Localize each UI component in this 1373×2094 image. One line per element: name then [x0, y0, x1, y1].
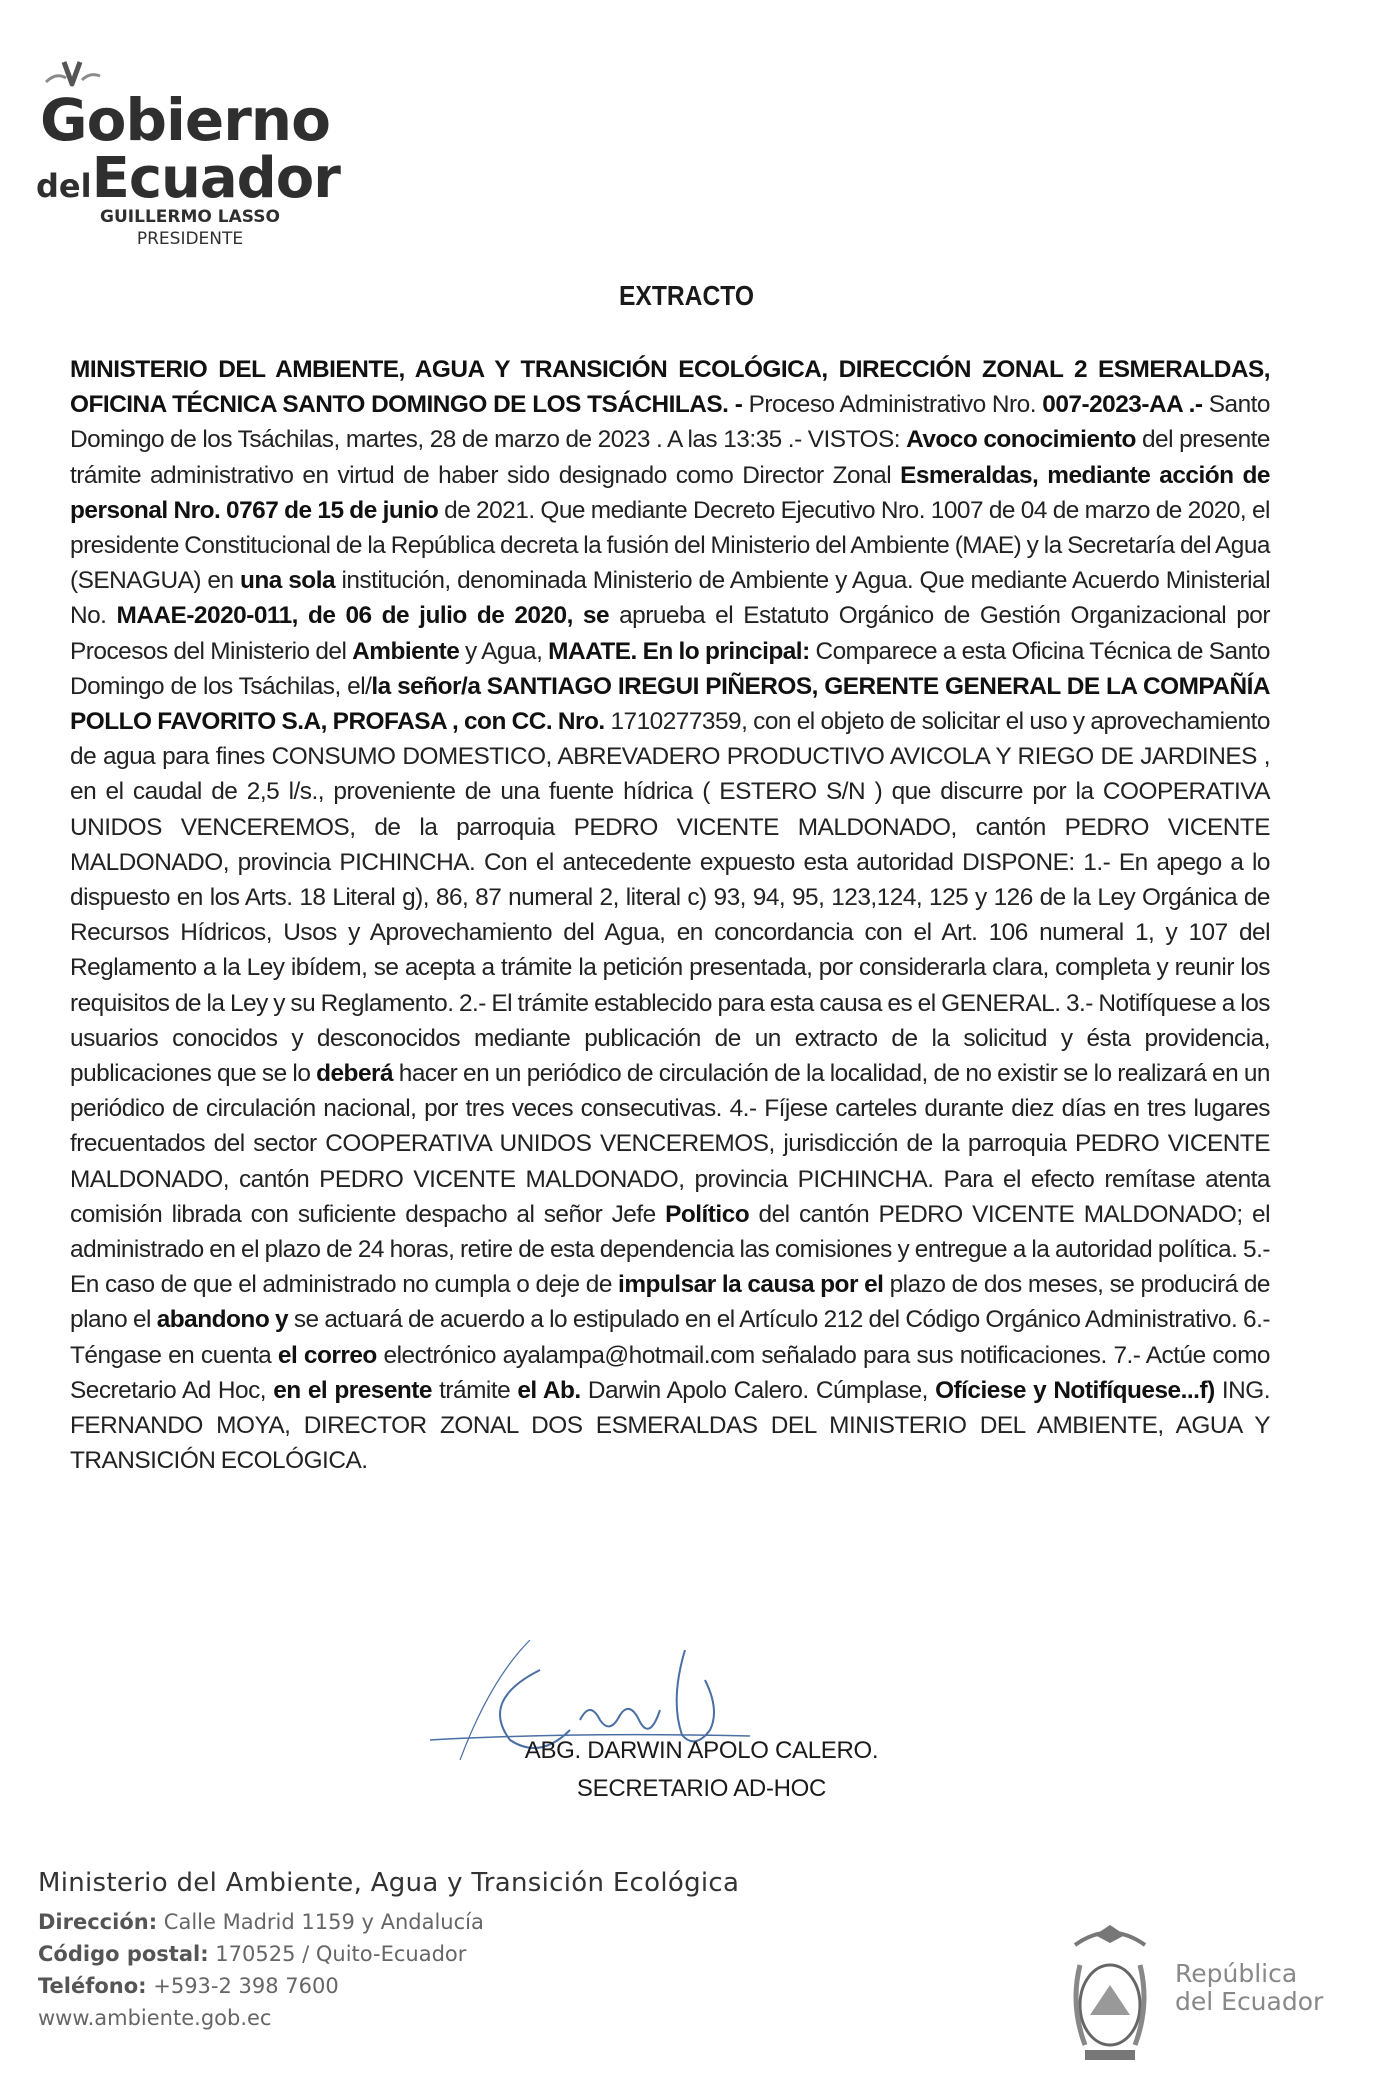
body-text-run: de 2021. Que mediante Decreto Ejecutivo Nro. 1007 de 04 de marzo de 2020, el presidente Constitucional de la República decreta la fusión del Ministerio del Ambiente (MAE) y la Secretaría del Agua (SENAGUA) en [70, 496, 1270, 595]
body-text-run: aprueba el Estatuto Orgánico de Gestión Organizacional por Procesos del Ministerio del [70, 602, 1270, 665]
body-text-run: Darwin Apolo Calero. Cúmplase, [587, 1376, 936, 1404]
signatory-name: ABG. DARWIN APOLO CALERO. [524, 1737, 879, 1764]
gobierno-logo [30, 58, 340, 249]
signatory-title: SECRETARIO AD-HOC [576, 1775, 827, 1802]
body-text-run: plazo de dos meses, se producirá de plano el [70, 1271, 1270, 1334]
body-bold-run: una sola [239, 567, 342, 595]
president-title: PRESIDENTE [136, 229, 244, 249]
body-bold-run: en el presente [273, 1376, 440, 1404]
footer-contact [38, 1868, 938, 2034]
body-text-run: Proceso Administrativo Nro. [748, 391, 1043, 419]
coat-of-arms-icon [1055, 1925, 1165, 2075]
body-bold-run: el correo [277, 1341, 384, 1369]
body-text-run: electrónico ayalampa@hotmail.com señalado para sus notificaciones. 7.- Actúe como Secretario Ad Hoc, [70, 1341, 1270, 1404]
body-bold-run: deberá [316, 1060, 399, 1088]
body-bold-run: Avoco conocimiento [906, 426, 1142, 454]
body-bold-run: el Ab. [517, 1376, 588, 1404]
body-bold-run: Político [665, 1200, 759, 1228]
footer-ministry-name: Ministerio del Ambiente, Agua y Transición Ecológica [38, 1868, 740, 1898]
president-caption [70, 206, 310, 250]
document-title: EXTRACTO [618, 280, 755, 311]
body-text-run: se actuará de acuerdo a lo estipulado en el Artículo 212 del Código Orgánico Administrativo. 6.- Téngase en cuenta [70, 1306, 1270, 1369]
body-bold-run: MINISTERIO DEL AMBIENTE, AGUA Y TRANSICIÓN ECOLÓGICA, DIRECCIÓN ZONAL 2 ESMERALDAS, OFICINA TÉCNICA SANTO DOMINGO DE LOS TSÁCHILAS. - [70, 356, 1270, 419]
logo-ecuador-text: delEcuador [36, 146, 340, 211]
body-text-run: ING. FERNANDO MOYA, DIRECTOR ZONAL DOS ESMERALDAS DEL MINISTERIO DEL AMBIENTE, AGUA Y TRANSICIÓN ECOLÓGICA. [70, 1376, 1270, 1475]
footer-address: Dirección: Calle Madrid 1159 y Andalucía [38, 1910, 484, 1934]
body-text-run: hacer en un periódico de circulación de la localidad, de no existir se lo realizará en un periódico de circulación nacional, por tres veces consecutivas. 4.- Fíjese carteles durante diez días en tres lugares frecuentados del sector COOPERATIVA UNIDOS VENCEREMOS, jurisdicción de la parroquia PEDRO VICENTE MALDONADO, cantón PEDRO VICENTE MALDONADO, provincia PICHINCHA. Para el efecto remítase atenta comisión librada con suficiente despacho al señor Jefe [70, 1060, 1270, 1228]
body-bold-run: impulsar la causa por el [618, 1271, 890, 1299]
body-text-run: institución, denominada Ministerio de Ambiente y Agua. Que mediante Acuerdo Ministerial No. [70, 567, 1270, 630]
body-bold-run: 007-2023-AA .- [1042, 391, 1209, 419]
body-bold-run: Ambiente [352, 637, 466, 665]
body-text-run: Comparece a esta Oficina Técnica de Santo Domingo de los Tsáchilas, el/ [70, 637, 1270, 700]
body-bold-run: Esmeraldas, mediante acción de personal Nro. 0767 de 15 de junio [70, 461, 1270, 524]
body-text-run: del cantón PEDRO VICENTE MALDONADO; el administrado en el plazo de 24 horas, retire de esta dependencia las comisiones y entregue a la autoridad política. 5.- En caso de que el administrado no cumpla o deje de [70, 1200, 1271, 1299]
body-bold-run: MAAE-2020-011, de 06 de julio de 2020, se [116, 602, 620, 630]
footer-website-link[interactable]: www.ambiente.gob.ec [38, 2006, 272, 2030]
document-body [70, 352, 1270, 1479]
body-text-run: trámite [439, 1376, 518, 1404]
president-name: GUILLERMO LASSO [100, 207, 280, 227]
body-bold-run: Ofíciese y Notifíquese...f) [935, 1376, 1222, 1404]
footer-postal: Código postal: 170525 / Quito-Ecuador [38, 1942, 467, 1966]
body-text-run: del presente trámite administrativo en virtud de haber sido designado como Director Zonal [70, 426, 1270, 489]
body-bold-run: la señor/a SANTIAGO IREGUI PIÑEROS, GERENTE GENERAL DE LA COMPAÑÍA POLLO FAVORITO S.A, PROFASA , con CC. Nro. [70, 672, 1270, 736]
body-bold-run: MAATE. En lo principal: [548, 637, 816, 665]
body-text-run: 1710277359, con el objeto de solicitar el uso y aprovechamiento de agua para fines CONSUMO DOMESTICO, ABREVADERO PRODUCTIVO AVICOLA Y RIEGO DE JARDINES , en el caudal de 2,5 l/s., proveniente de una fuente hídrica ( ESTERO S/N ) que discurre por la COOPERATIVA UNIDOS VENCEREMOS, de la parroquia PEDRO VICENTE MALDONADO, cantón PEDRO VICENTE MALDONADO, provincia PICHINCHA. Con el antecedente expuesto esta autoridad DISPONE: 1.- En apego a lo dispuesto en los Arts. 18 Literal g), 86, 87 numeral 2, literal c) 93, 94, 95, 123,124, 125 y 126 de la Ley Orgánica de Recursos Hídricos, Usos y Aprovechamiento del Agua, en concordancia con el Art. 106 numeral 1, y 107 del Reglamento a la Ley ibídem, se acepta a trámite la petición presentada, por considerarla clara, completa y reunir los requisitos de la Ley y su Reglamento. 2.- El trámite establecido para esta causa es el GENERAL. 3.- Notifíquese a los usuarios conocidos y desconocidos mediante publicación de un extracto de la solicitud y ésta providencia, publicaciones que se lo [70, 708, 1270, 1088]
body-bold-run: abandono y [156, 1306, 294, 1334]
body-text-run: Santo Domingo de los Tsáchilas, martes, 28 de marzo de 2023 . A las 13:35 .- VISTOS: [70, 391, 1270, 454]
republica-del-ecuador-mark: República del Ecuador [1175, 1959, 1324, 2016]
logo-gobierno-text: Gobierno [40, 86, 330, 154]
signatory-block [0, 1732, 1373, 1808]
footer-phone: Teléfono: +593-2 398 7600 [38, 1974, 339, 1998]
body-text-run: y Agua, [465, 637, 549, 665]
